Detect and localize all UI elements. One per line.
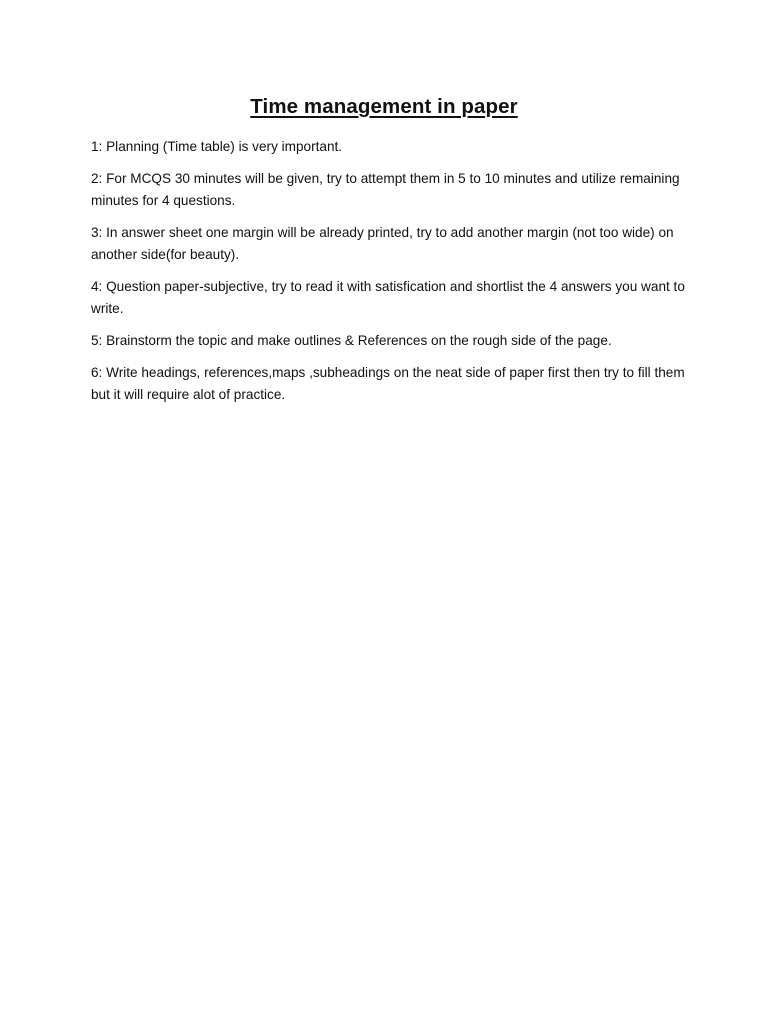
list-item: 6: Write headings, references,maps ,subheadings on the neat side of paper first then try to fill them but it will require alot of practice. — [91, 365, 685, 402]
page-title: Time management in paper — [250, 95, 518, 118]
list-item: 3: In answer sheet one margin will be already printed, try to add another margin (not too wide) on another side(for beauty). — [91, 225, 674, 262]
tips-list — [91, 136, 691, 416]
list-item: 5: Brainstorm the topic and make outlines & References on the rough side of the page. — [91, 333, 612, 348]
list-item: 4: Question paper-subjective, try to read it with satisfication and shortlist the 4 answers you want to write. — [91, 279, 685, 316]
list-item: 1: Planning (Time table) is very important. — [91, 139, 343, 154]
list-item: 2: For MCQS 30 minutes will be given, try to attempt them in 5 to 10 minutes and utilize remaining minutes for 4 questions. — [91, 171, 680, 208]
